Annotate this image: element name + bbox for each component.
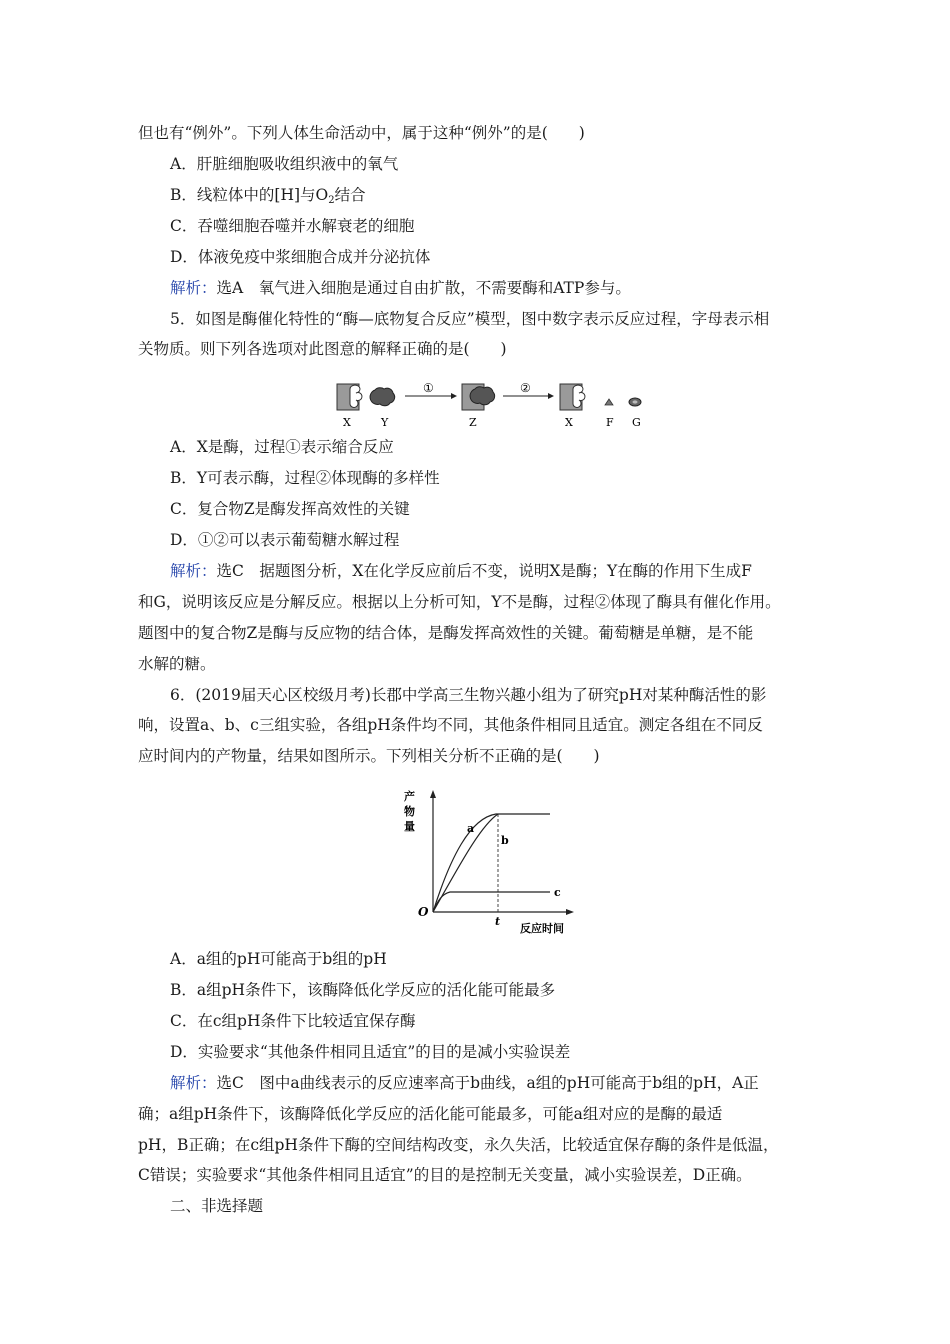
series-a-line — [433, 814, 550, 912]
product-time-chart — [400, 788, 580, 938]
q4-option-a: A．肝脏细胞吸收组织液中的氧气 — [170, 155, 399, 173]
q4-analysis: 解析：选A 氧气进入细胞是通过自由扩散，不需要酶和ATP参与。 — [170, 279, 631, 297]
substrate-y-shape — [370, 388, 395, 406]
y-axis-label-2: 物 — [404, 805, 415, 818]
label-y: Y — [381, 416, 389, 429]
q6-stem-line1: 6．(2019届天心区校级月考)长郡中学高三生物兴趣小组为了研究pH对某种酶活性的影 — [170, 686, 767, 704]
q4-option-b: B．线粒体中的[H]与$O_2$结合 — [170, 186, 366, 206]
analysis-label: 解析： — [170, 1074, 217, 1092]
y-axis-label-1: 产 — [404, 790, 415, 803]
q5-analysis-line2: 和G，说明该反应是分解反应。根据以上分析可知，Y不是酶，过程②体现了酶具有催化作用。 — [138, 593, 781, 611]
q5-option-c: C．复合物Z是酶发挥高效性的关键 — [170, 500, 410, 518]
enzyme-x-shape — [337, 384, 362, 410]
q6-analysis-line1: 解析：选C 图中a曲线表示的反应速率高于b曲线，a组的pH可能高于b组的pH，A正 — [170, 1074, 759, 1092]
series-a-label: a — [467, 822, 475, 835]
enzyme-x-released-shape — [560, 384, 585, 410]
analysis-label: 解析： — [170, 279, 217, 297]
q4-stem: 但也有“例外”。下列人体生命活动中，属于这种“例外”的是( ) — [138, 124, 585, 142]
label-g: G — [632, 416, 641, 429]
q6-option-d: D．实验要求“其他条件相同且适宜”的目的是减小实验误差 — [170, 1043, 571, 1061]
complex-z-shape — [462, 384, 495, 410]
step-1-label: ① — [423, 381, 434, 395]
series-c-line — [433, 892, 550, 912]
x-axis-label: 反应时间 — [520, 922, 564, 935]
q5-option-d: D．①②可以表示葡萄糖水解过程 — [170, 531, 400, 549]
q6-analysis-line3: pH，B正确；在c组pH条件下酶的空间结构改变，永久失活，比较适宜保存酶的条件是低温， — [138, 1136, 779, 1154]
q6-option-a: A．a组的pH可能高于b组的pH — [170, 950, 387, 968]
q6-stem-line3: 应时间内的产物量，结果如图所示。下列相关分析不正确的是( ) — [138, 747, 600, 765]
q5-stem-line1: 5．如图是酶催化特性的“酶—底物复合反应”模型，图中数字表示反应过程，字母表示相 — [170, 310, 770, 328]
q5-analysis-line3: 题图中的复合物Z是酶与反应物的结合体，是酶发挥高效性的关键。葡萄糖是单糖，是不能 — [138, 624, 754, 642]
q4-option-c: C．吞噬细胞吞噬并水解衰老的细胞 — [170, 217, 415, 235]
product-f-shape — [605, 399, 613, 405]
series-b-line — [433, 814, 498, 912]
series-b-label: b — [501, 834, 509, 847]
series-c-label: c — [554, 886, 561, 899]
t-label: t — [495, 915, 501, 928]
label-f: F — [606, 416, 614, 429]
y-axis-label-3: 量 — [404, 820, 415, 833]
q5-analysis-line4: 水解的糖。 — [138, 655, 216, 673]
q6-analysis-line4: C错误；实验要求“其他条件相同且适宜”的目的是控制无关变量，减小实验误差，D正确。 — [138, 1166, 752, 1184]
q5-analysis-line1: 解析：选C 据题图分析，X在化学反应前后不变，说明X是酶；Y在酶的作用下生成F — [170, 562, 752, 580]
label-x2: X — [565, 416, 573, 429]
step-2-label: ② — [520, 381, 531, 395]
q6-analysis-line2: 确；a组pH条件下，该酶降低化学反应的活化能可能最多，可能a组对应的是酶的最适 — [138, 1105, 723, 1123]
q6-option-b: B．a组pH条件下，该酶降低化学反应的活化能可能最多 — [170, 981, 556, 999]
section-heading: 二、非选择题 — [170, 1197, 264, 1215]
q4-option-d: D．体液免疫中浆细胞合成并分泌抗体 — [170, 248, 431, 266]
label-z: Z — [469, 416, 477, 429]
q6-option-c: C．在c组pH条件下比较适宜保存酶 — [170, 1012, 416, 1030]
analysis-label: 解析： — [170, 562, 217, 580]
origin-label: O — [418, 905, 429, 919]
q5-option-a: A．X是酶，过程①表示缩合反应 — [170, 438, 394, 456]
q6-stem-line2: 响，设置a、b、c三组实验，各组pH条件均不同，其他条件相同且适宜。测定各组在不同反 — [138, 716, 763, 734]
q5-option-b: B．Y可表示酶，过程②体现酶的多样性 — [170, 469, 440, 487]
enzyme-substrate-diagram — [330, 380, 660, 432]
label-x: X — [343, 416, 351, 429]
q5-stem-line2: 关物质。则下列各选项对此图意的解释正确的是( ) — [138, 340, 507, 358]
